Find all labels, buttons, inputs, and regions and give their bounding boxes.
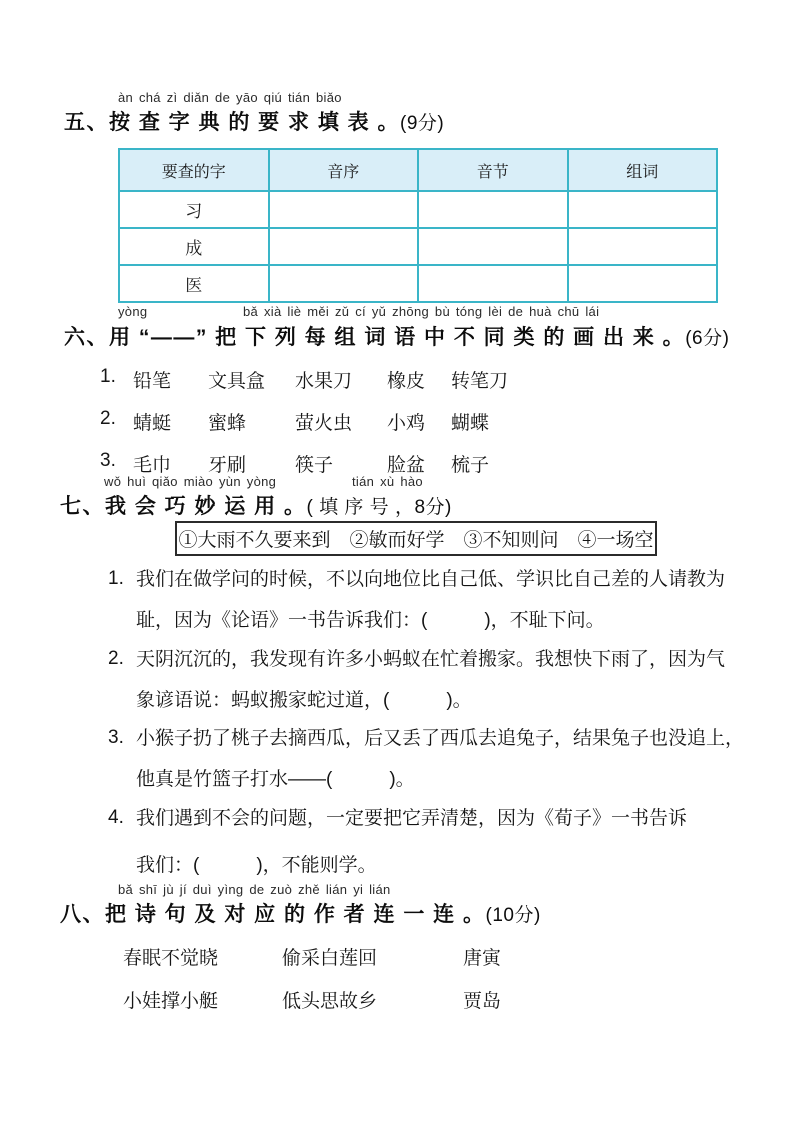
question-2 [108,648,726,712]
question-line: 我们：( )，不能则学。 [136,855,377,876]
table-char-cell: 成 [119,228,269,265]
poem-first-line: 小娃撑小艇 [123,991,219,1012]
table-header-row [119,149,717,191]
table-row [119,228,717,265]
section6-score: (6分) [685,328,730,349]
group-word: 文具盒 [208,371,266,392]
section8-title-text: 八、把 诗 句 及 对 应 的 作 者 连 一 连 。 [60,903,486,926]
group-word: 橡皮 [387,371,426,392]
dictionary-table [118,148,718,303]
question-line: 天阴沉沉的，我发现有许多小蚂蚁在忙着搬家。我想快下雨了，因为气 [136,649,726,670]
table-header-zuci: 组词 [568,149,718,191]
poem-first-line: 春眠不觉晓 [123,948,219,969]
answer-cell-empty [269,191,419,228]
group-word: 小鸡 [387,413,426,434]
section7-pinyin-lead: wǒ huì qiǎo miào yùn yòng [104,474,277,489]
table-char-cell: 医 [119,265,269,302]
question-number: 2. [108,648,124,669]
question-line: 耻，因为《论语》一书告诉我们：( )，不耻下问。 [136,610,605,631]
section6-pinyin-rest: bǎ xià liè měi zǔ cí yǔ zhōng bù tóng lèi de huà chū lái [243,304,600,319]
poem-second-line: 低头思故乡 [282,991,378,1012]
section8-title [60,898,541,928]
section6-pinyin-lead: yòng [118,304,148,319]
group-word: 梳子 [451,455,490,476]
answer-cell-empty [418,265,568,302]
poet-name: 贾岛 [463,991,502,1012]
table-row [119,265,717,302]
group-word: 转笔刀 [451,371,509,392]
section5-title-text: 五、按 查 字 典 的 要 求 填 表 。 [64,111,401,134]
question-line: 我们遇到不会的问题，一定要把它弄清楚，因为《荀子》一书告诉 [136,808,688,829]
poem-second-line: 偷采白莲回 [282,948,378,969]
group-number: 1. [100,366,116,387]
section6-title [64,321,729,351]
answer-cell-empty [568,228,718,265]
answer-cell-empty [418,191,568,228]
group-word: 蜜蜂 [208,413,247,434]
question-number: 3. [108,727,124,748]
question-line: 我们在做学问的时候，不以向地位比自己低、学识比自己差的人请教为 [136,569,726,590]
word-group-2 [100,408,489,435]
group-word: 脸盆 [387,455,426,476]
question-number: 4. [108,807,124,828]
answer-cell-empty [568,191,718,228]
table-header-yinjie: 音节 [418,149,568,191]
table-header-char: 要查的字 [119,149,269,191]
section6-title-text: 六、用 “——” 把 下 列 每 组 词 语 中 不 同 类 的 画 出 来 。 [64,326,686,349]
word-group-3 [100,450,489,477]
group-word: 萤火虫 [295,413,353,434]
section5-score: (9分) [400,113,445,134]
group-word: 毛巾 [133,455,172,476]
answer-cell-empty [269,228,419,265]
group-word: 牙刷 [208,455,247,476]
section8-score: (10分) [485,905,541,926]
answer-cell-empty [418,228,568,265]
group-word: 筷子 [295,455,334,476]
question-1 [108,568,726,632]
answer-cell-empty [568,265,718,302]
group-word: 水果刀 [295,371,353,392]
section5-title [64,106,444,136]
section5-pinyin: àn chá zì diǎn de yāo qiú tián biǎo [118,90,342,105]
group-number: 3. [100,450,116,471]
question-line: 小猴子扔了桃子去摘西瓜，后又丢了西瓜去追兔子，结果兔子也没追上， [136,728,745,749]
table-char-cell: 习 [119,191,269,228]
answer-cell-empty [269,265,419,302]
section7-score: ( 填 序 号 ，8分) [306,497,452,518]
word-group-1 [100,366,508,393]
question-line: 他真是竹篮子打水——( )。 [136,769,415,790]
group-number: 2. [100,408,116,429]
question-4 [108,807,688,877]
table-header-yinxu: 音序 [269,149,419,191]
section8-pinyin: bǎ shī jù jí duì yìng de zuò zhě lián yi lián [118,882,391,897]
question-number: 1. [108,568,124,589]
section7-pinyin-rest: tián xù hào [352,474,423,489]
section7-title-text: 七、我 会 巧 妙 运 用 。 [60,495,307,518]
group-word: 蝴蝶 [451,413,490,434]
group-word: 铅笔 [133,371,172,392]
question-3 [108,727,745,791]
answer-options-box: ①大雨不久要来到 ②敏而好学 ③不知则问 ④一场空 [175,521,657,556]
poet-name: 唐寅 [463,948,502,969]
table-row [119,191,717,228]
group-word: 蜻蜓 [133,413,172,434]
section7-title [60,490,452,520]
question-line: 象谚语说：蚂蚁搬家蛇过道，( )。 [136,690,472,711]
